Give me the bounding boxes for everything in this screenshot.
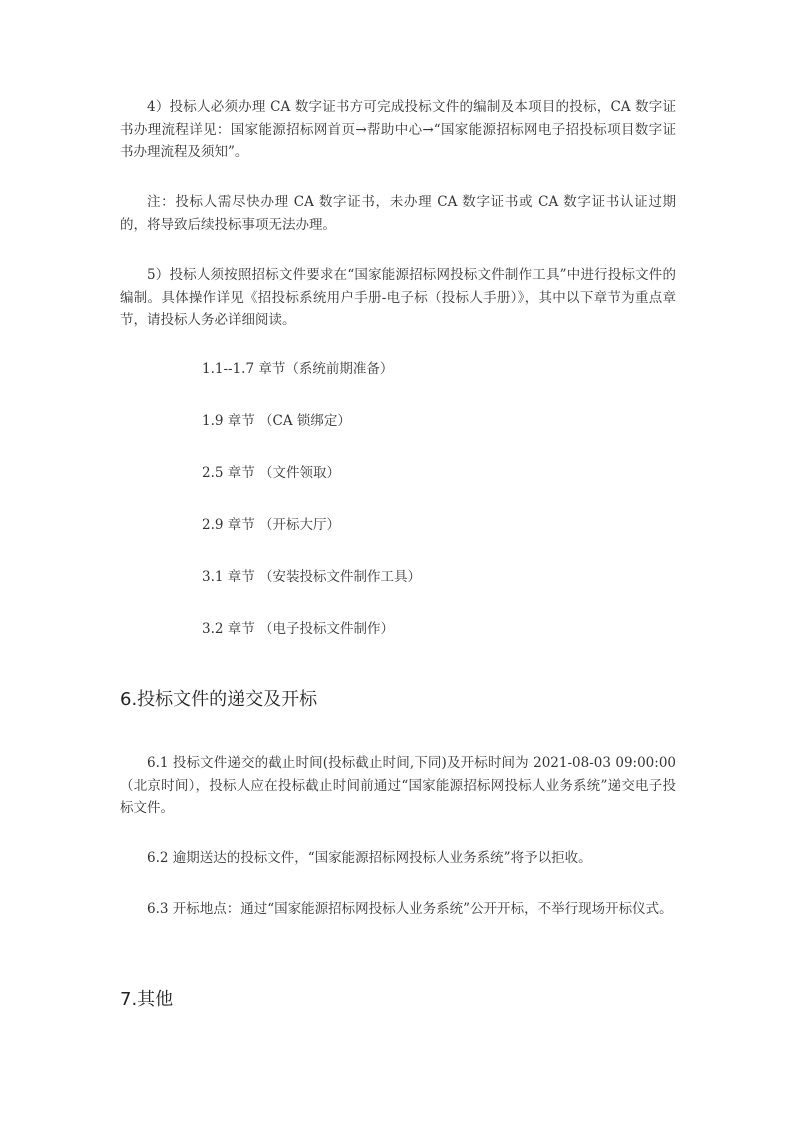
paragraph-6-2: 6.2 逾期送达的投标文件，“国家能源招标网投标人业务系统”将予以拒收。 xyxy=(147,850,592,866)
section-6-heading: 6.投标文件的递交及开标 xyxy=(120,689,318,710)
chapter-item: 3.2 章节 （电子投标文件制作） xyxy=(202,621,395,637)
chapter-item: 2.9 章节 （开标大厅） xyxy=(202,517,341,533)
chapter-item: 1.1--1.7 章节（系统前期准备） xyxy=(202,361,394,377)
paragraph-ca-certificate: 4）投标人必须办理 CA 数字证书方可完成投标文件的编制及本项目的投标，CA 数字证书办理流程详见：国家能源招标网首页→帮助中心→“国家能源招标网电子招投标项目数字证书办理流程及须知”。 xyxy=(120,99,676,160)
chapter-item: 2.5 章节 （文件领取） xyxy=(202,465,341,481)
paragraph-6-1: 6.1 投标文件递交的截止时间(投标截止时间,下同)及开标时间为 2021-08-03 09:00:00（北京时间），投标人应在投标截止时间前通过“国家能源招标网投标人业务系统”递交电子投标文件。 xyxy=(120,755,676,816)
paragraph-bid-document-tool: 5）投标人须按照招标文件要求在“国家能源招标网投标文件制作工具”中进行投标文件的编制。具体操作详见《招投标系统用户手册-电子标（投标人手册）》，其中以下章节为重点章节，请投标人务必详细阅读。 xyxy=(120,267,676,328)
chapter-item: 3.1 章节 （安装投标文件制作工具） xyxy=(202,569,422,585)
chapter-item: 1.9 章节 （CA 锁绑定） xyxy=(202,413,351,429)
paragraph-note: 注：投标人需尽快办理 CA 数字证书，未办理 CA 数字证书或 CA 数字证书认证过期的，将导致后续投标事项无法办理。 xyxy=(120,194,676,233)
section-7-heading: 7.其他 xyxy=(120,989,174,1010)
paragraph-6-3: 6.3 开标地点：通过“国家能源招标网投标人业务系统”公开开标，不举行现场开标仪式。 xyxy=(147,901,673,917)
